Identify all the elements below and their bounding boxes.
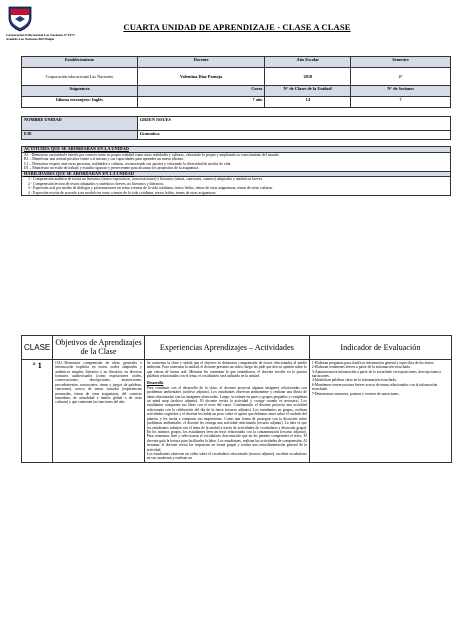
- skill-1: 1 - Comprensión auditiva de textos no literarios (textos expositivos, conversaciones) y literarios (rimas, canciones, cuentos) adaptados y auténticos breves.: [28, 177, 264, 181]
- page-title: CUARTA UNIDAD DE APRENDIZAJE - CLASE A CLASE: [123, 22, 351, 32]
- unit-name-value: GREEN ISSUES: [137, 117, 450, 131]
- indicator-1: 1-Elaboran preguntas para clarificar información general y específica de los textos.: [311, 360, 435, 365]
- value-n-clases: 14: [265, 97, 351, 108]
- attitude-d1: D1 – Manifestar un estilo de trabajo y estudio riguroso y perseverante para alcanzar los propósitos de la asignatura.: [24, 166, 200, 170]
- label-semestre: Semestre: [351, 57, 451, 68]
- value-establecimiento: Corporación educacional Las Naciones: [22, 68, 138, 86]
- activities-intro: Se comienza la clase y señala que el objetivo es demostrar comprensión de textos relacionados al medio ambiente. Para comenzar la unidad, el docente presenta un video, luego les pide que den su opinión sobre lo que vieron de forma oral. Mientras les comentan lo que entendieron, el docente escribe en la pizarra palabras relacionadas con el tema, el vocabulario será utilizado en la unidad.: [146, 360, 307, 379]
- table-row: [22, 359, 452, 462]
- unit-table: [21, 116, 451, 140]
- activities-cell: [144, 359, 309, 462]
- label-ano-escolar: Año Escolar: [265, 57, 351, 68]
- value-asignatura: Idioma extranjero: Inglés: [22, 97, 138, 108]
- indicator-3: 3-Apuntan nueva información a partir de lo escuchado en exposiciones, descripciones o narraciones.: [311, 369, 442, 379]
- objective-cell: OA1.-Demostrar comprensión de ideas generales e información explícita en textos orales adaptados y auténticos simples, literarios y no literarios, en diversos formatos audiovisuales (como exposiciones orales, conversaciones, descripciones, instrucciones, procedimientos, narraciones, rimas y juegos de palabras, canciones), acerca de temas variados (experiencias personales, temas de otras asignaturas, del contexto inmediato, de actualidad e interés global o de otras culturas) y que contienen las funciones del año.: [53, 359, 145, 462]
- value-docente: Valentina Díaz Pantoja: [137, 68, 265, 86]
- attitudes-heading: ACTITUDES QUE SE ABORDARAN EN LA UNIDAD: [22, 147, 451, 153]
- label-establecimiento: Establecimiento: [22, 57, 138, 68]
- indicator-6: 7-Demuestran canciones, poemas y eventos de narraciones.: [311, 391, 400, 396]
- label-curso: Curso: [137, 86, 265, 97]
- skills-list: [22, 177, 451, 196]
- skills-heading: HABILIDADES QUE SE ABORDARAN EN LA UNIDAD: [22, 171, 451, 177]
- label-n-clases: N° de Clases de la Unidad/: [265, 86, 351, 97]
- info-table: [21, 56, 451, 108]
- activities-development: Para continuar con el desarrollo de la clase, el docente proyecta algunas imágenes relacionadas con problemas ambientales (archivo adjunto). Los estudiantes observan atentamente y realizan una lluvia de ideas relacionadas con las imágenes observadas. Luego, se reúnen en pares o grupos pequeños y completan un mind map (archivo adjunto). El docente revisa la actividad y corrige cuando es necesario. Los estudiantes comparten sus ideas con el resto del curso. Continuando, el docente proyecta una actividad relacionada con la celebración del día de la tierra (recurso adjunto). Los estudiantes en grupos, realizan actividades sugeridas y el docente les habla un poco sobre el aporte que debemos tener sobre el cuidado del planeta, y les invita a compartir sus impresiones. Como una forma de proseguir con la discusión sobre problemas ambientales, el docente les entrega una actividad relacionada (recurso adjunto). La idea es que los estudiantes trabajen con el tema de la unidad a través de actividades de vocabulario y discusión grupal. En los mismos grupos, los estudiantes leen un texto relacionado con la contaminación (recurso adjunto). Para comenzar, leen y seleccionan el vocabulario desconocido que no les permite comprender el texto. El docente guía la lectura para facilitarles la labor. Los estudiantes, realizan las actividades de comprensión. Al terminar, el docente revisa las respuestas en forma grupal y realiza una retroalimentación general de la actividad.: [146, 385, 307, 452]
- unit-name-label: NOMBRE UNIDAD: [22, 117, 138, 131]
- indicator-4: 4-Identifican palabras clave en la información escuchada.: [311, 378, 397, 383]
- attitude-b1: B1 – Manifestar una actitud positiva frente a sí mismo y sus capacidades para aprender un nuevo idioma.: [24, 157, 184, 161]
- attitudes-skills-table: [21, 146, 451, 196]
- attitudes-list: [22, 152, 451, 171]
- col-header-experiencias: Experiencias Aprendizajes – Actividades: [144, 336, 309, 360]
- skill-3: 3 - Expresión oral por medio de diálogos y presentaciones en torno a temas de la vida cotidiana, textos leídos, temas de otras asignaturas, temas de otras culturas.: [28, 186, 273, 190]
- indicator-2: 2-Elaboran resúmenes breves a partir de la información escuchada.: [311, 365, 411, 370]
- label-docente: Docente: [137, 57, 265, 68]
- lesson-plan-table: [21, 335, 452, 463]
- col-header-clase: CLASE: [22, 336, 53, 360]
- value-ano-escolar: 2018: [265, 68, 351, 86]
- activities-end: Los estudiantes observan un video sobre el vocabulario relacionado (recurso adjunto), escriben vocabulario en sus cuadernos y realizan un: [146, 451, 307, 461]
- indicator-5: 6-Mantienen conversaciones breves acerca de temas relacionados con la información escuchada.: [311, 382, 438, 392]
- class-number: [22, 359, 53, 462]
- institution-line-1: Corporación Educacional Las Naciones N°1973: [6, 33, 75, 37]
- label-n-sesiones: N° de Sesiones: [351, 86, 451, 97]
- skill-2: 2 - Comprensión lectora de textos adaptados y auténticos breves, no literarios y literarios.: [28, 181, 164, 186]
- skill-4: 4 - Expresión escrita de acuerdo a un modelo en torno a temas de la vida cotidiana, textos leídos, temas de otras asignaturas.: [28, 190, 217, 195]
- value-semestre: 2°: [351, 68, 451, 86]
- institution-line-2: Avenida Las Naciones 800 Maipú: [6, 37, 55, 42]
- attitude-c1: C1 – Demostrar respeto ante otras personas, realidades o culturas, reconociendo sus aportes y valorando la diversidad de modos de vida.: [24, 161, 232, 166]
- institution-info: [6, 33, 75, 41]
- value-n-sesiones: 7: [351, 97, 451, 108]
- col-header-indicador: Indicador de Evaluación: [309, 336, 451, 360]
- axis-label: EJE: [22, 131, 138, 140]
- indicators-cell: [309, 359, 451, 462]
- attitude-a1: A1 - Demostrar curiosidad e interés por conocer tanto su propia realidad como otras realidades y culturas, valorando lo propio y ampliando su conocimiento del mundo.: [24, 152, 280, 157]
- col-header-objetivos: Objetivos de Aprendizajes de la Clase: [53, 336, 145, 360]
- development-label: Desarrollo: [146, 381, 164, 386]
- axis-value: Gramática: [137, 131, 450, 140]
- label-asignatura: Asignatura: [22, 86, 138, 97]
- class-number-value: ° 1: [32, 360, 42, 370]
- value-curso: 7 año: [137, 97, 265, 108]
